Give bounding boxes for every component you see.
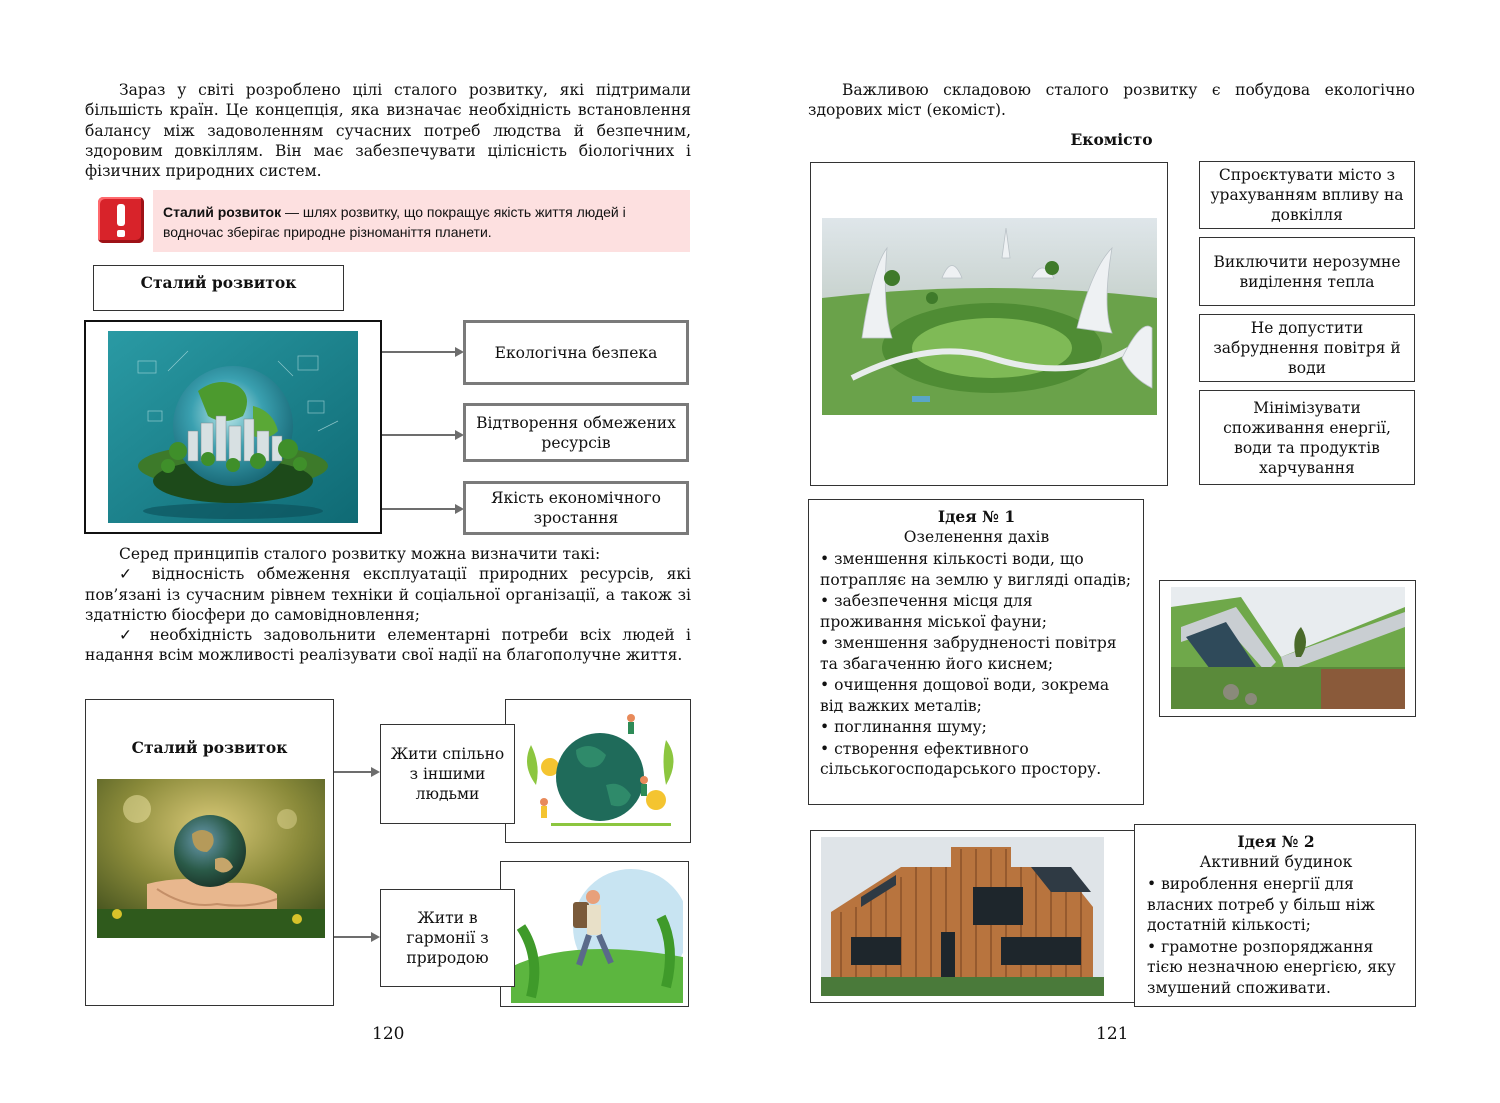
diagram2-item-label: Жити спільно з іншими людьми: [390, 745, 505, 803]
principles-intro: Серед принципів сталого розвитку можна визначити такі:: [119, 545, 601, 563]
idea2-subtitle: Активний будинок: [1199, 853, 1353, 871]
intro-paragraph-right: [808, 80, 1415, 121]
diagram1-item-label: Екологічна безпека: [494, 343, 658, 362]
idea1-bullet: • зменшення кількості води, що потрапляє на землю у вигляді опадів;: [820, 550, 1132, 589]
diagram2-item-live-together: [380, 724, 515, 824]
idea1-title: Ідея № 1: [937, 507, 1016, 526]
arrow-1: [382, 351, 462, 353]
ecocity-goal-pollution: [1199, 314, 1415, 382]
definition-term: Сталий розвиток: [163, 204, 282, 220]
diagram1-item-label: Відтворення обмежених ресурсів: [476, 413, 676, 452]
hiker-frame: [500, 861, 689, 1007]
diagram2-item-label: Жити в гармонії з природою: [406, 909, 489, 967]
arrow-5: [334, 936, 378, 938]
idea2-bullet: • грамотне розпоряджання тією незначною енергією, яку змушений споживати.: [1147, 937, 1396, 997]
ecocity-goal-label: Спроєктувати місто з урахуванням впливу на довкілля: [1210, 166, 1404, 224]
arrow-2: [382, 434, 462, 436]
idea1-bullet: • поглинання шуму;: [820, 718, 987, 736]
ecocity-goal-heat: [1199, 237, 1415, 306]
idea2-title: Ідея № 2: [1237, 832, 1315, 851]
diagram2-main-box: [85, 699, 334, 1006]
arrow-4: [334, 771, 378, 773]
diagram1-title: Сталий розвиток: [140, 272, 297, 292]
ecocity-goal-label: Мінімізувати споживання енергії, води та продуктів харчування: [1223, 398, 1391, 477]
diagram2-item-harmony-nature: [380, 889, 515, 987]
ecocity-goal-design: [1199, 161, 1415, 229]
ecocity-goal-consumption: [1199, 390, 1415, 485]
green-roof-image: [1171, 587, 1405, 709]
page-number-right: 121: [1096, 1024, 1129, 1044]
idea1-bullet: • забезпечення місця для проживання міської фауни;: [820, 592, 1047, 631]
page-number-left: 120: [372, 1024, 405, 1044]
principle-item: ✓ відносність обмеження експлуатації природних ресурсів, які пов’язані із сучасним рівнем техніки й соціальної організації, а також зі здатністю біосфери до самовідновлення;: [85, 565, 691, 624]
earth-city-illustration: [108, 331, 358, 523]
hands-holding-earth-photo: [97, 779, 325, 938]
people-globe-frame: [505, 699, 691, 843]
active-house-image: [821, 837, 1104, 996]
idea2-list: [1147, 874, 1405, 998]
diagram1-title-box: [93, 265, 344, 311]
people-globe-illustration: [516, 705, 684, 837]
ecocity-goal-label: Виключити нерозумне виділення тепла: [1213, 252, 1401, 291]
idea1-bullet: • створення ефективного сільськогосподарського простору.: [820, 739, 1102, 778]
definition-note: [153, 190, 690, 252]
futuristic-ecocity-image: [822, 218, 1157, 415]
idea1-list: [820, 549, 1133, 780]
idea2-box: [1134, 824, 1416, 1007]
ecocity-title: Екомісто: [1070, 130, 1153, 149]
idea1-bullet: • зменшення забрудненості повітря та збагаченню його киснем;: [820, 634, 1117, 673]
arrow-3: [382, 508, 462, 510]
principle-item: ✓ необхідність задовольнити елементарні потреби всіх людей і надання всім можливості реалізувати свої надії на благополучне життя.: [85, 626, 691, 665]
diagram1-item-ecological-safety: [463, 320, 689, 385]
intro-text: Важливою складовою сталого розвитку є побудова екологічно здорових міст (екоміст).: [808, 81, 1415, 120]
definition-body: — шлях розвитку, що покращує якість життя людей і водночас зберігає природне різноманіття планети.: [163, 204, 626, 240]
diagram1-item-label: Якість економічного зростання: [490, 489, 661, 527]
intro-paragraph-left: [85, 80, 691, 181]
intro-text: Зараз у світі розроблено цілі сталого розвитку, які підтримали більшість країн. Це концепція, яка визначає необхідність встановлення балансу між задоволенням сучасних потреб людства й безпечним, здоровим довкіллям. Він має забезпечувати цілісність біологічних і фізичних природних систем.: [85, 81, 691, 181]
diagram1-item-economic-growth: [463, 481, 689, 535]
idea1-bullet: • очищення дощової води, зокрема від важких металів;: [820, 676, 1110, 715]
hiker-illustration: [511, 867, 683, 1003]
diagram1-image-frame: [84, 320, 382, 534]
diagram1-item-resources: [463, 403, 689, 462]
idea1-subtitle: Озеленення дахів: [903, 528, 1050, 546]
green-roof-frame: [1159, 580, 1416, 717]
ecocity-image-frame: [810, 162, 1168, 486]
idea2-bullet: • вироблення енергії для власних потреб у більш ніж достатній кількості;: [1147, 875, 1375, 934]
ecocity-goal-label: Не допустити забруднення повітря й води: [1213, 319, 1401, 377]
active-house-frame: [810, 830, 1143, 1003]
principles-section: [85, 544, 691, 666]
diagram2-title: Сталий розвиток: [131, 738, 288, 757]
exclamation-icon: [98, 197, 144, 243]
definition-text: [153, 190, 690, 242]
idea1-box: [808, 499, 1144, 805]
